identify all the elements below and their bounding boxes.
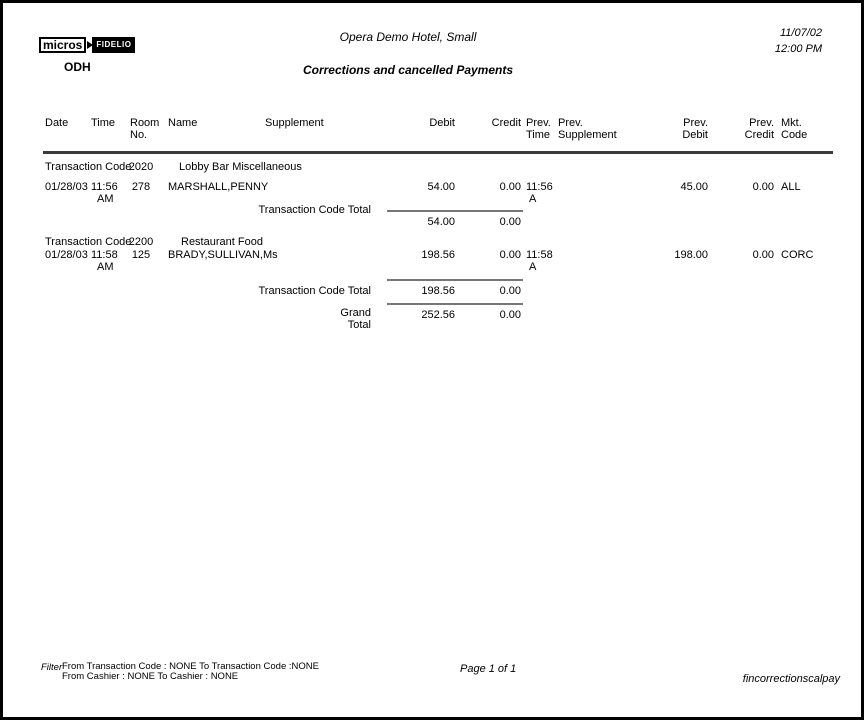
row-date: 01/28/03	[45, 181, 88, 193]
report-time: 12:00 PM	[774, 43, 822, 55]
row-prev-debit: 45.00	[680, 181, 708, 193]
col-header-date: Date	[45, 117, 69, 129]
hotel-name: Opera Demo Hotel, Small	[339, 30, 477, 44]
report-date: 11/07/02	[779, 27, 822, 39]
section-total-credit: 0.00	[499, 285, 521, 297]
col-header-prev-debit-1: Prev.	[683, 117, 708, 129]
col-header-prev-credit-2: Credit	[744, 129, 774, 141]
row-time-2: AM	[97, 261, 114, 273]
row-mkt-code: CORC	[781, 249, 814, 261]
section-total-label: Transaction Code Total	[258, 204, 371, 216]
row-room: 278	[131, 181, 151, 193]
report-file-name: fincorrectionscalpay	[742, 673, 840, 685]
section-total-label: Transaction Code Total	[258, 285, 371, 297]
col-header-supplement: Supplement	[265, 117, 324, 129]
filter-label: Filter	[41, 662, 63, 673]
section-total-rule	[387, 210, 523, 212]
grand-total-rule	[387, 303, 523, 305]
row-name: BRADY,SULLIVAN,Ms	[168, 249, 278, 261]
filter-line-1: From Transaction Code : NONE To Transaction Code :NONE	[62, 661, 319, 672]
col-header-mkt-code-1: Mkt.	[781, 117, 802, 129]
row-mkt-code: ALL	[781, 181, 801, 193]
row-prev-credit: 0.00	[752, 181, 774, 193]
col-header-prev-supplement-1: Prev.	[558, 117, 583, 129]
col-header-prev-supplement-2: Supplement	[558, 129, 617, 141]
section-total-debit: 198.56	[421, 285, 455, 297]
page-info: Page 1 of 1	[460, 663, 517, 675]
row-prev-debit: 198.00	[674, 249, 708, 261]
col-header-prev-credit-1: Prev.	[749, 117, 774, 129]
row-prev-time-2: A	[529, 261, 537, 273]
col-header-prev-time-2: Time	[526, 129, 551, 141]
row-prev-time-1: 11:56	[526, 181, 553, 193]
section-total-credit: 0.00	[499, 216, 521, 228]
row-room: 125	[131, 249, 151, 261]
header-rule	[43, 151, 833, 154]
col-header-name: Name	[168, 117, 198, 129]
row-name: MARSHALL,PENNY	[168, 181, 269, 193]
row-time-1: 11:58	[91, 249, 118, 261]
row-time-1: 11:56	[91, 181, 118, 193]
row-debit: 198.56	[421, 249, 455, 261]
grand-total-label-1: Grand	[340, 307, 371, 319]
grand-total-debit: 252.56	[421, 309, 455, 321]
grand-total-credit: 0.00	[499, 309, 521, 321]
section-description: Restaurant Food	[181, 236, 263, 248]
row-prev-time-1: 11:58	[526, 249, 553, 261]
section-code: 2020	[128, 161, 154, 173]
property-code: ODH	[64, 60, 91, 74]
section-group-label: Transaction Code	[45, 236, 132, 248]
section-total-rule	[387, 279, 523, 281]
col-header-mkt-code-2: Code	[781, 129, 808, 141]
col-header-prev-debit-2: Debit	[682, 129, 708, 141]
filter-line-2: From Cashier : NONE To Cashier : NONE	[62, 671, 239, 682]
grand-total-label-2: Total	[347, 319, 371, 331]
col-header-time: Time	[91, 117, 116, 129]
col-header-room-2: No.	[130, 129, 148, 141]
col-header-room-1: Room	[130, 117, 160, 129]
col-header-credit: Credit	[491, 117, 521, 129]
micros-logo-text: micros	[39, 37, 86, 53]
section-code: 2200	[128, 236, 154, 248]
row-credit: 0.00	[499, 181, 521, 193]
row-prev-credit: 0.00	[752, 249, 774, 261]
report-title: Corrections and cancelled Payments	[302, 63, 514, 77]
section-description: Lobby Bar Miscellaneous	[179, 161, 302, 173]
row-credit: 0.00	[499, 249, 521, 261]
row-time-2: AM	[97, 193, 114, 205]
row-date: 01/28/03	[45, 249, 88, 261]
section-group-label: Transaction Code	[45, 161, 132, 173]
row-prev-time-2: A	[529, 193, 537, 205]
fidelio-logo-text: FIDELIO	[92, 37, 135, 53]
section-total-debit: 54.00	[427, 216, 455, 228]
col-header-prev-time-1: Prev.	[526, 117, 551, 129]
col-header-debit: Debit	[429, 117, 455, 129]
row-debit: 54.00	[427, 181, 455, 193]
